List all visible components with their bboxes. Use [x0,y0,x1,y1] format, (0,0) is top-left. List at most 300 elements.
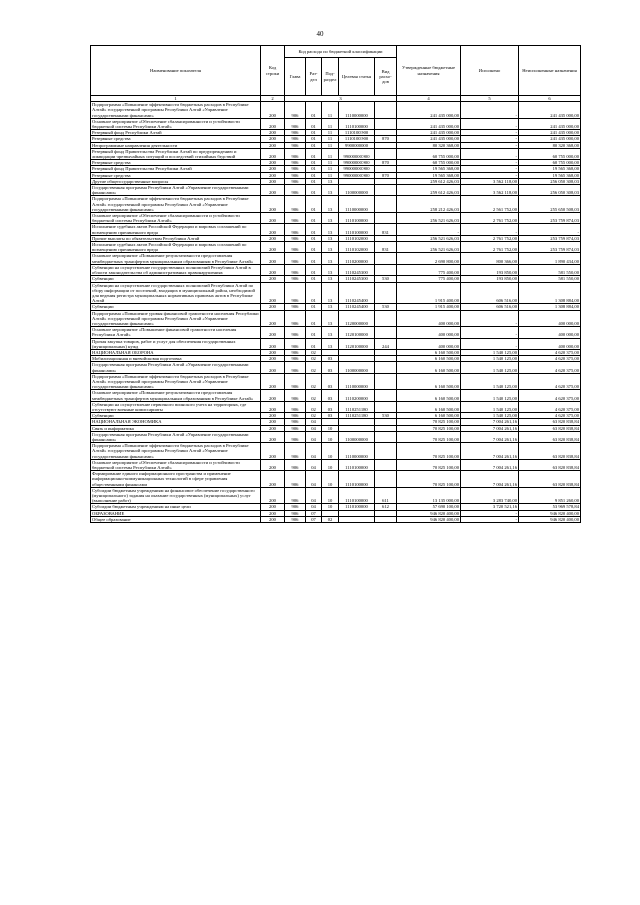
cell-section: 02 [306,413,322,419]
table-row [91,196,581,213]
cell-expense [375,264,397,275]
cell-unexecuted: 253 759 874,03 [519,213,581,224]
cell-chief: 906 [285,349,306,355]
cell-code: 200 [261,401,285,412]
cell-subsection: 02 [322,516,339,522]
cell-target: 1120100000 [339,338,375,349]
cell-subsection: 03 [322,356,339,362]
cell-expense: 870 [375,160,397,166]
cell-subsection: 10 [322,443,339,460]
cell-subsection: 11 [322,160,339,166]
cell-subsection: 13 [322,310,339,327]
cell-approved: 80 320 368,00 [397,142,461,148]
cell-code: 200 [261,390,285,401]
table-row [91,213,581,224]
cell-code: 200 [261,148,285,159]
cell-executed: 3 562 118,00 [461,185,519,196]
cell-name: Государственная программа Республики Алтай «Управление государственными финансами» [91,431,261,442]
cell-name: Подпрограмма «Повышение эффективности бюджетных расходов в Республике Алтай» государственной программы Республики Алтай «Управление государственными финансами» [91,373,261,390]
cell-expense [375,431,397,442]
table-row [91,362,581,373]
cell-name: Общее образование [91,516,261,522]
cell-chief: 906 [285,338,306,349]
cell-unexecuted: 581 550,00 [519,276,581,282]
cell-target: 99000000Э00 [339,172,375,178]
cell-name: НАЦИОНАЛЬНАЯ ЭКОНОМИКА [91,419,261,425]
cell-section: 01 [306,172,322,178]
cell-name: Субвенции [91,276,261,282]
cell-expense [375,443,397,460]
cell-section: 01 [306,264,322,275]
cell-executed: - [461,338,519,349]
cell-name: Основное мероприятие «Обеспечение сбалансированности и устойчивости бюджетной системы Республики Алтай» [91,213,261,224]
cell-section: 04 [306,504,322,510]
cell-unexecuted: 255 650 508,03 [519,196,581,213]
cell-chief: 906 [285,413,306,419]
cell-target: 1110102000 [339,235,375,241]
cell-chief: 906 [285,356,306,362]
table-row [91,338,581,349]
cell-code: 200 [261,487,285,504]
cell-approved: 258 212 426,03 [397,196,461,213]
cell-section: 01 [306,327,322,338]
cell-approved: - [397,224,461,235]
cell-executed: 3 283 740,00 [461,487,519,504]
cell-subsection: 11 [322,166,339,172]
cell-target: 1110245400 [339,304,375,310]
cell-executed: 7 004 261,16 [461,425,519,431]
table-row [91,282,581,304]
header-chief: Глава [285,58,306,96]
cell-approved: 259 612 426,03 [397,185,461,196]
cell-subsection: 11 [322,142,339,148]
cell-target: 1110245400 [339,282,375,304]
cell-target: 1110000000 [339,102,375,119]
cell-approved: 57 690 100,00 [397,504,461,510]
cell-expense [375,253,397,264]
cell-expense [375,148,397,159]
cell-executed: - [461,136,519,142]
cell-approved: 256 521 626,03 [397,242,461,253]
cell-target: 1110102000 [339,242,375,253]
cell-code: 200 [261,282,285,304]
cell-chief: 906 [285,327,306,338]
cell-code: 200 [261,504,285,510]
cell-target: 1100000000 [339,185,375,196]
cell-subsection: 13 [322,178,339,184]
cell-unexecuted: 19 565 368,00 [519,166,581,172]
cell-subsection: 13 [322,235,339,241]
cell-approved: 60 755 000,00 [397,148,461,159]
cell-subsection: 13 [322,264,339,275]
cell-approved: 1 915 400,00 [397,282,461,304]
cell-section: 04 [306,425,322,431]
cell-target: 1110100000 [339,459,375,470]
table-row [91,102,581,119]
cell-unexecuted: 241 435 000,00 [519,136,581,142]
cell-chief: 906 [285,504,306,510]
cell-section: 01 [306,235,322,241]
cell-section: 01 [306,148,322,159]
cell-subsection: 10 [322,487,339,504]
table-row [91,148,581,159]
cell-executed: - [461,166,519,172]
cell-executed: - [461,516,519,522]
table-row [91,185,581,196]
cell-section: 01 [306,142,322,148]
table-row [91,118,581,129]
cell-unexecuted: 19 565 368,00 [519,172,581,178]
cell-target: 1120100000 [339,327,375,338]
header-code: Код строки [261,46,285,96]
cell-name: Субсидии бюджетным учреждениям на финансовое обеспечение государственного (муниципального) задания на оказание государственных (муниципальных) услуг (выполнение работ) [91,487,261,504]
cell-approved: 6 160 500,00 [397,362,461,373]
cell-section: 01 [306,242,322,253]
cell-section: 01 [306,136,322,142]
cell-code: 200 [261,264,285,275]
cell-unexecuted: 241 435 000,00 [519,102,581,119]
cell-chief: 906 [285,390,306,401]
cell-expense [375,118,397,129]
cell-subsection: 13 [322,304,339,310]
cell-unexecuted: 53 969 578,84 [519,504,581,510]
cell-code: 200 [261,242,285,253]
cell-code: 200 [261,130,285,136]
cell-chief: 906 [285,419,306,425]
header-target: Целевая статья [339,58,375,96]
cell-approved: 241 435 000,00 [397,130,461,136]
cell-section: 02 [306,390,322,401]
table-row [91,264,581,275]
cell-target: 99000000Э00 [339,148,375,159]
cell-name: Государственная программа Республики Алтай «Управление государственными финансами» [91,185,261,196]
cell-expense: 870 [375,172,397,178]
cell-name: Резервный фонд Республики Алтай [91,130,261,136]
cell-expense [375,516,397,522]
cell-target: 1110100000 [339,504,375,510]
cell-code: 200 [261,235,285,241]
cell-approved: 6 160 500,00 [397,401,461,412]
table-row [91,373,581,390]
cell-executed: 2 761 752,00 [461,242,519,253]
cell-executed: 1 540 125,00 [461,362,519,373]
cell-approved: 946 820 400,00 [397,516,461,522]
cell-approved: 70 825 100,00 [397,431,461,442]
cell-unexecuted: 4 620 375,00 [519,401,581,412]
cell-chief: 906 [285,443,306,460]
cell-target: 1100000000 [339,431,375,442]
cell-executed: - [461,172,519,178]
cell-section: 07 [306,516,322,522]
cell-name: Субсидии бюджетным учреждениям на иные цели [91,504,261,510]
cell-section: 04 [306,443,322,460]
cell-subsection: 13 [322,338,339,349]
cell-expense: 530 [375,276,397,282]
cell-code: 200 [261,142,285,148]
cell-name: Основное мероприятие «Обеспечение сбалансированности и устойчивости бюджетной системы Республики Алтай» [91,118,261,129]
cell-chief: 906 [285,142,306,148]
cell-code: 200 [261,276,285,282]
cell-unexecuted: 253 759 874,03 [519,235,581,241]
cell-name: Исполнение судебных актов Российской Федерации и мировых соглашений по возмещению причиненного вреда [91,242,261,253]
cell-approved: 256 521 626,03 [397,213,461,224]
cell-expense: 870 [375,136,397,142]
cell-subsection: 03 [322,362,339,373]
cell-executed: - [461,160,519,166]
cell-executed: 606 516,00 [461,304,519,310]
cell-executed: 1 540 125,00 [461,356,519,362]
cell-approved: 259 612 426,03 [397,178,461,184]
table-row [91,224,581,235]
cell-executed: 1 540 125,00 [461,401,519,412]
cell-chief: 906 [285,253,306,264]
cell-approved: 13 135 000,00 [397,487,461,504]
cell-chief: 906 [285,276,306,282]
cell-approved: 241 435 000,00 [397,102,461,119]
cell-code: 200 [261,443,285,460]
cell-expense [375,196,397,213]
cell-executed: - [461,148,519,159]
cell-code: 200 [261,253,285,264]
cell-name: Подпрограмма «Повышение уровня финансовой грамотности населения Республики Алтай» государственной программы Республики Алтай «Управление государственными финансами» [92,310,259,326]
cell-chief: 906 [285,264,306,275]
table-row [91,471,581,488]
cell-expense [375,401,397,412]
cell-executed: 193 850,00 [461,264,519,275]
cell-target: 1110000000 [339,373,375,390]
cell-section: 02 [306,356,322,362]
cell-executed: - [461,130,519,136]
cell-chief: 906 [285,136,306,142]
cell-executed: 800 366,00 [461,253,519,264]
cell-code: 200 [261,356,285,362]
cell-executed: 1 540 125,00 [461,349,519,355]
cell-target: 1110245300 [339,276,375,282]
cell-executed: 193 850,00 [461,276,519,282]
cell-unexecuted: 63 820 838,84 [519,431,581,442]
cell-chief: 906 [285,310,306,327]
cell-subsection: 13 [322,327,339,338]
cell-executed: - [461,118,519,129]
cell-unexecuted: 63 820 838,84 [519,471,581,488]
cell-executed: 7 004 261,16 [461,459,519,470]
cell-section: 02 [306,401,322,412]
cell-section: 01 [306,130,322,136]
cell-unexecuted: 4 620 375,00 [519,413,581,419]
cell-name: Субвенции на осуществление первичного воинского учета на территориях, где отсутствуют военные комиссариаты [91,401,261,412]
cell-section: 01 [306,338,322,349]
cell-section: 02 [306,362,322,373]
cell-unexecuted: - [519,224,581,235]
cell-unexecuted: 1 308 884,00 [519,304,581,310]
cell-unexecuted: 4 620 375,00 [519,373,581,390]
cell-chief: 906 [285,431,306,442]
cell-target: 1120000000 [339,310,375,327]
cell-approved: 19 565 368,00 [397,166,461,172]
cell-approved: 946 820 400,00 [397,510,461,516]
cell-code: 200 [261,304,285,310]
cell-unexecuted: 4 620 375,00 [519,390,581,401]
cell-name: Другие общегосударственные вопросы [91,178,261,184]
cell-executed: 7 004 261,16 [461,443,519,460]
cell-chief: 906 [285,185,306,196]
cell-code: 200 [261,425,285,431]
cell-name: ОБРАЗОВАНИЕ [91,510,261,516]
cell-code: 200 [261,373,285,390]
cell-code: 200 [261,160,285,166]
cell-target [339,516,375,522]
cell-name: Резервный фонд Правительства Республики Алтай по предупреждению и ликвидации чрезвычайных ситуаций и последствий стихийных бедствий [91,148,261,159]
cell-unexecuted: 4 620 375,00 [519,356,581,362]
cell-subsection: 10 [322,425,339,431]
cell-approved: 775 400,00 [397,276,461,282]
cell-chief: 906 [285,487,306,504]
cell-target: 1110100000 [339,471,375,488]
cell-name: НАЦИОНАЛЬНАЯ ОБОРОНА [91,349,261,355]
table-row [91,253,581,264]
table-row [91,242,581,253]
cell-subsection: 03 [322,373,339,390]
cell-subsection: 13 [322,224,339,235]
cell-code: 200 [261,349,285,355]
cell-approved: 70 825 100,00 [397,419,461,425]
cell-chief: 906 [285,459,306,470]
cell-approved: 70 825 100,00 [397,425,461,431]
cell-unexecuted: 581 550,00 [519,264,581,275]
cell-chief: 906 [285,235,306,241]
cell-unexecuted: 80 320 368,00 [519,142,581,148]
header-unexecuted: Неисполненные назначения [519,46,581,96]
cell-unexecuted: 241 435 000,00 [519,130,581,136]
header-expense: Вид расхо-дов [375,58,397,96]
cell-section: 02 [306,349,322,355]
cell-section: 01 [306,224,322,235]
cell-section: 02 [306,373,322,390]
cell-code: 200 [261,166,285,172]
cell-subsection: 03 [322,390,339,401]
cell-target: 1110100000 [339,118,375,129]
cell-subsection: 11 [322,118,339,129]
cell-name: Основное мероприятие «Повышение результативности предоставления межбюджетных трансфертов муниципальным образованиям в Республике Алтай» [91,390,261,401]
cell-executed: 1 540 125,00 [461,373,519,390]
cell-section: 01 [306,185,322,196]
cell-executed: 2 761 752,00 [461,235,519,241]
cell-executed: 1 540 125,00 [461,390,519,401]
cell-expense [375,102,397,119]
cell-unexecuted: 9 851 260,00 [519,487,581,504]
table-row [91,516,581,522]
cell-code: 200 [261,338,285,349]
cell-unexecuted: 4 620 375,00 [519,362,581,373]
cell-code: 200 [261,516,285,522]
cell-approved: 70 825 100,00 [397,471,461,488]
cell-chief: 906 [285,172,306,178]
cell-subsection: 13 [322,276,339,282]
cell-subsection: 10 [322,459,339,470]
cell-name: Мобилизационная и вневойсковая подготовка [91,356,261,362]
cell-subsection: 13 [322,253,339,264]
cell-code: 200 [261,185,285,196]
cell-unexecuted: 1 890 434,00 [519,253,581,264]
cell-code: 200 [261,224,285,235]
cell-name: Подпрограмма «Повышение эффективности бюджетных расходов в Республике Алтай» государственной программы Республики Алтай «Управление государственными финансами» [91,196,261,213]
cell-approved: 775 400,00 [397,264,461,275]
cell-section: 04 [306,471,322,488]
cell-chief: 906 [285,130,306,136]
cell-expense [375,373,397,390]
cell-expense [375,282,397,304]
cell-executed: 2 561 752,00 [461,196,519,213]
cell-subsection: 13 [322,213,339,224]
cell-subsection: 13 [322,242,339,253]
cell-chief: 906 [285,282,306,304]
table-row [91,310,581,327]
cell-name: Резервные средства [91,172,261,178]
cell-subsection: 13 [322,196,339,213]
cell-subsection: 03 [322,401,339,412]
cell-executed: 7 004 261,16 [461,471,519,488]
cell-unexecuted: 60 755 000,00 [519,160,581,166]
cell-chief: 906 [285,178,306,184]
cell-unexecuted: 63 820 838,84 [519,443,581,460]
cell-chief: 906 [285,166,306,172]
cell-chief: 906 [285,471,306,488]
cell-expense [375,185,397,196]
cell-chief: 906 [285,516,306,522]
cell-target: 99000000Э00 [339,160,375,166]
cell-expense [375,213,397,224]
cell-name: Основное мероприятие «Повышение результативности предоставления межбюджетных трансфертов муниципальным образованиям в Республике Алтай» [91,253,261,264]
cell-unexecuted: 400 000,00 [519,310,581,327]
cell-target: 1110000000 [339,196,375,213]
cell-code: 200 [261,413,285,419]
column-number: 3 [285,96,397,102]
cell-code: 200 [261,419,285,425]
cell-section: 01 [306,196,322,213]
table-row [91,327,581,338]
cell-approved: 6 160 500,00 [397,413,461,419]
cell-executed: - [461,102,519,119]
cell-code: 200 [261,178,285,184]
cell-chief: 906 [285,304,306,310]
cell-name: Резервные средства [91,136,261,142]
cell-section: 01 [306,310,322,327]
cell-subsection: 13 [322,185,339,196]
cell-approved: 241 435 000,00 [397,118,461,129]
cell-name: Прочие выплаты по обязательствам Республики Алтай [91,235,261,241]
cell-target: 1110100Э00 [339,136,375,142]
page-number: 40 [316,30,324,38]
cell-section: 01 [306,304,322,310]
cell-code: 200 [261,118,285,129]
cell-name: Непрограммные направления деятельности [91,142,261,148]
table-row [91,401,581,412]
cell-approved: 241 435 000,00 [397,136,461,142]
cell-executed: - [461,224,519,235]
cell-unexecuted: 946 820 400,00 [519,510,581,516]
cell-subsection: 11 [322,172,339,178]
cell-code: 200 [261,362,285,373]
cell-target: 1110100Э00 [339,130,375,136]
cell-section: 01 [306,213,322,224]
cell-subsection: 11 [322,148,339,159]
cell-chief: 906 [285,148,306,159]
cell-unexecuted: 400 000,00 [519,338,581,349]
cell-approved: 256 521 626,03 [397,235,461,241]
cell-target: 1110200000 [339,390,375,401]
cell-section: 01 [306,178,322,184]
cell-target: 1110251180 [339,413,375,419]
